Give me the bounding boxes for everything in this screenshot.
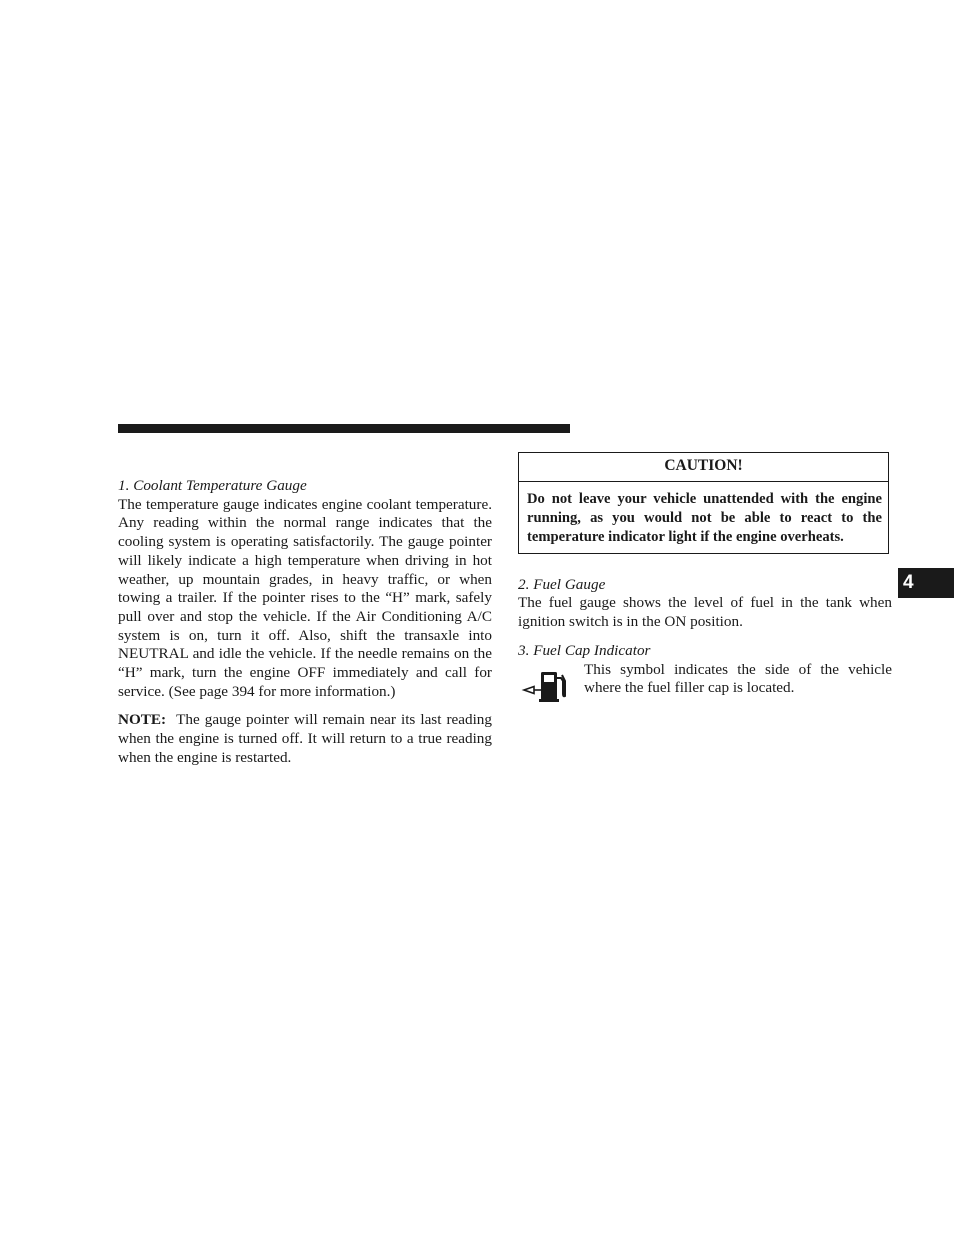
right-column <box>518 452 892 698</box>
note-label: NOTE: <box>118 711 167 729</box>
left-column <box>118 477 492 768</box>
caution-text: Do not leave your vehicle unattended with the engine running, as you would not be able to react to the temperature indicator light if the engine overheats. <box>527 490 882 545</box>
coolant-gauge-heading: 1. Coolant Temperature Gauge <box>118 477 307 494</box>
fuel-cap-block <box>518 661 892 698</box>
note-text: The gauge pointer will remain near its last reading when the engine is turned off. It will return to a true reading when the engine is restarted. <box>118 711 492 766</box>
fuel-cap-heading: 3. Fuel Cap Indicator <box>518 641 651 659</box>
fuel-pump-arrow-left-icon <box>520 664 570 704</box>
coolant-gauge-text: The temperature gauge indicates engine coolant temperature. Any reading within the normal range indicates that the cooling system is operating satisfactorily. The gauge pointer will likely indicate a high temperature when driving in hot weather, up mountain grades, in heavy traffic, or when towing a trailer. If the pointer rises to the “H” mark, safely pull over and stop the vehicle. If the Air Conditioning A/C system is on, turn it off. Also, shift the transaxle into NEUTRAL and idle the vehicle. If the needle remains on the “H” mark, turn the engine OFF immediately and call for service. (See page 394 for more information.) <box>118 495 492 700</box>
note-paragraph <box>118 711 492 767</box>
caution-box <box>518 452 889 554</box>
section-rule <box>118 424 570 433</box>
fuel-gauge-text: The fuel gauge shows the level of fuel in the tank when ignition switch is in the ON position. <box>518 594 892 631</box>
chapter-tab: 4 <box>898 568 954 598</box>
fuel-gauge-heading: 2. Fuel Gauge <box>518 575 606 593</box>
fuel-cap-text: This symbol indicates the side of the vehicle where the fuel filler cap is located. <box>584 660 892 697</box>
caution-title: CAUTION! <box>519 453 888 482</box>
